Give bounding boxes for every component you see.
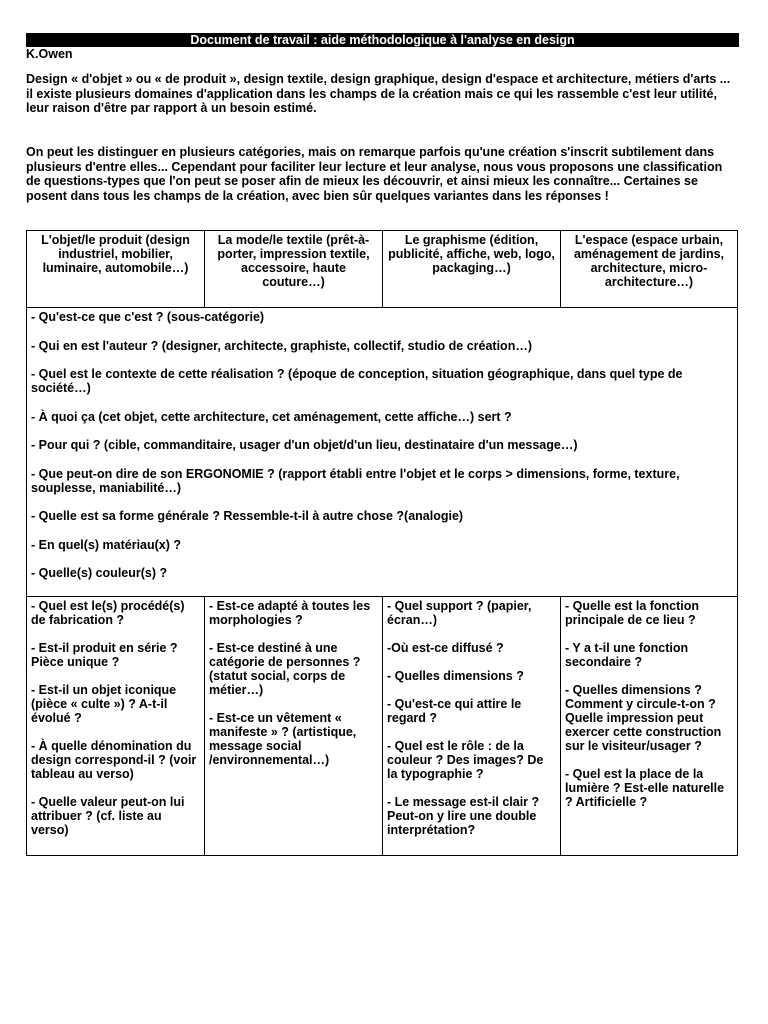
common-question: - Quelle(s) couleur(s) ? xyxy=(31,566,168,580)
header-graphisme: Le graphisme (édition, publicité, affiche, web, logo, packaging…) xyxy=(388,233,555,275)
header-objet-produit: L'objet/le produit (design industriel, mobilier, luminaire, automobile…) xyxy=(41,233,190,275)
espace-question: - Quel est la place de la lumière ? Est-elle naturelle ? Artificielle ? xyxy=(565,767,725,809)
espace-question: - Y a t-il une fonction secondaire ? xyxy=(565,641,689,669)
graphisme-question: - Quelles dimensions ? xyxy=(387,669,524,683)
header-espace: L'espace (espace urbain, aménagement de jardins, architecture, micro-architecture…) xyxy=(573,233,725,289)
analysis-table xyxy=(26,230,738,856)
intro-paragraph-2: On peut les distinguer en plusieurs catégories, mais on remarque parfois qu'une création s'inscrit subtilement dans plusieurs d'entre elles... Cependant pour faciliter leur lecture et leur analyse, nous vous proposons une classification de questions-types que l'on peut se poser afin de mieux les découvrir, et ainsi mieux les connaître... Certaines se posent dans tous les champs de la création, avec bien sûr quelques variantes dans les réponses ! xyxy=(26,145,723,203)
graphisme-question: -Où est-ce diffusé ? xyxy=(387,641,504,655)
common-question: - Qui en est l'auteur ? (designer, architecte, graphiste, collectif, studio de création…) xyxy=(31,338,532,353)
common-question: - Qu'est-ce que c'est ? (sous-catégorie) xyxy=(31,310,265,324)
objet-question: - Est-il produit en série ? Pièce unique ? xyxy=(31,641,178,669)
espace-question: - Quelle est la fonction principale de ce lieu ? xyxy=(565,599,700,627)
common-questions-cell xyxy=(27,308,737,597)
mode-question: - Est-ce un vêtement « manifeste » ? (artistique, message social /environnemental…) xyxy=(209,711,357,767)
header-mode-textile: La mode/le textile (prêt-à-porter, impression textile, accessoire, haute couture…) xyxy=(217,233,370,289)
header-divider xyxy=(382,231,383,308)
common-question: - Quelle est sa forme générale ? Ressemble-t-il à autre chose ?(analogie) xyxy=(31,509,464,523)
objet-question: - Quelle valeur peut-on lui attribuer ? (cf. liste au verso) xyxy=(31,795,185,837)
graphisme-question: - Le message est-il clair ? Peut-on y lire une double interprétation? xyxy=(387,795,540,837)
objet-question: - Quel est le(s) procédé(s) de fabrication ? xyxy=(31,599,185,627)
header-divider xyxy=(204,231,205,308)
graphisme-question: - Quel support ? (papier, écran…) xyxy=(387,599,532,627)
intro-paragraph-1: Design « d'objet » ou « de produit », design textile, design graphique, design d'espace et architecture, métiers d'arts ... il existe plusieurs domaines d'application dans les champs de la création mais ce qui les rassemble c'est leur utilité, leur raison d'être par rapport à un besoin estimé. xyxy=(26,72,731,115)
mode-questions-cell xyxy=(205,597,382,783)
header-divider xyxy=(560,231,561,308)
document-title: Document de travail : aide méthodologique à l'analyse en design xyxy=(26,33,739,47)
espace-questions-cell xyxy=(561,597,737,825)
objet-questions-cell xyxy=(27,597,204,853)
espace-question: - Quelles dimensions ? Comment y circule-t-on ? Quelle impression peut exercer cette construction sur le visiteur/usager ? xyxy=(565,683,722,753)
common-question: - Pour qui ? (cible, commanditaire, usager d'un objet/d'un lieu, destinataire d'un message…) xyxy=(31,438,578,452)
objet-question: - Est-il un objet iconique (pièce « culte ») ? A-t-il évolué ? xyxy=(31,683,177,725)
common-question: - En quel(s) matériau(x) ? xyxy=(31,537,182,552)
graphisme-question: - Qu'est-ce qui attire le regard ? xyxy=(387,697,522,725)
mode-question: - Est-ce destiné à une catégorie de personnes ? (statut social, corps de métier…) xyxy=(209,641,361,697)
objet-question: - À quelle dénomination du design correspond-il ? (voir tableau au verso) xyxy=(31,739,197,781)
common-question: - Quel est le contexte de cette réalisation ? (époque de conception, situation géographique, dans quel type de société…) xyxy=(31,367,683,395)
graphisme-questions-cell xyxy=(383,597,560,853)
author-name: K.Owen xyxy=(26,47,73,61)
common-question: - À quoi ça (cet objet, cette architecture, cet aménagement, cette affiche…) sert ? xyxy=(31,409,512,424)
graphisme-question: - Quel est le rôle : de la couleur ? Des images? De la typographie ? xyxy=(387,739,544,781)
mode-question: - Est-ce adapté à toutes les morphologies ? xyxy=(209,599,371,627)
common-question: - Que peut-on dire de son ERGONOMIE ? (rapport établi entre l'objet et le corps > dimensions, forme, texture, souplesse, maniabilité…) xyxy=(31,466,680,495)
